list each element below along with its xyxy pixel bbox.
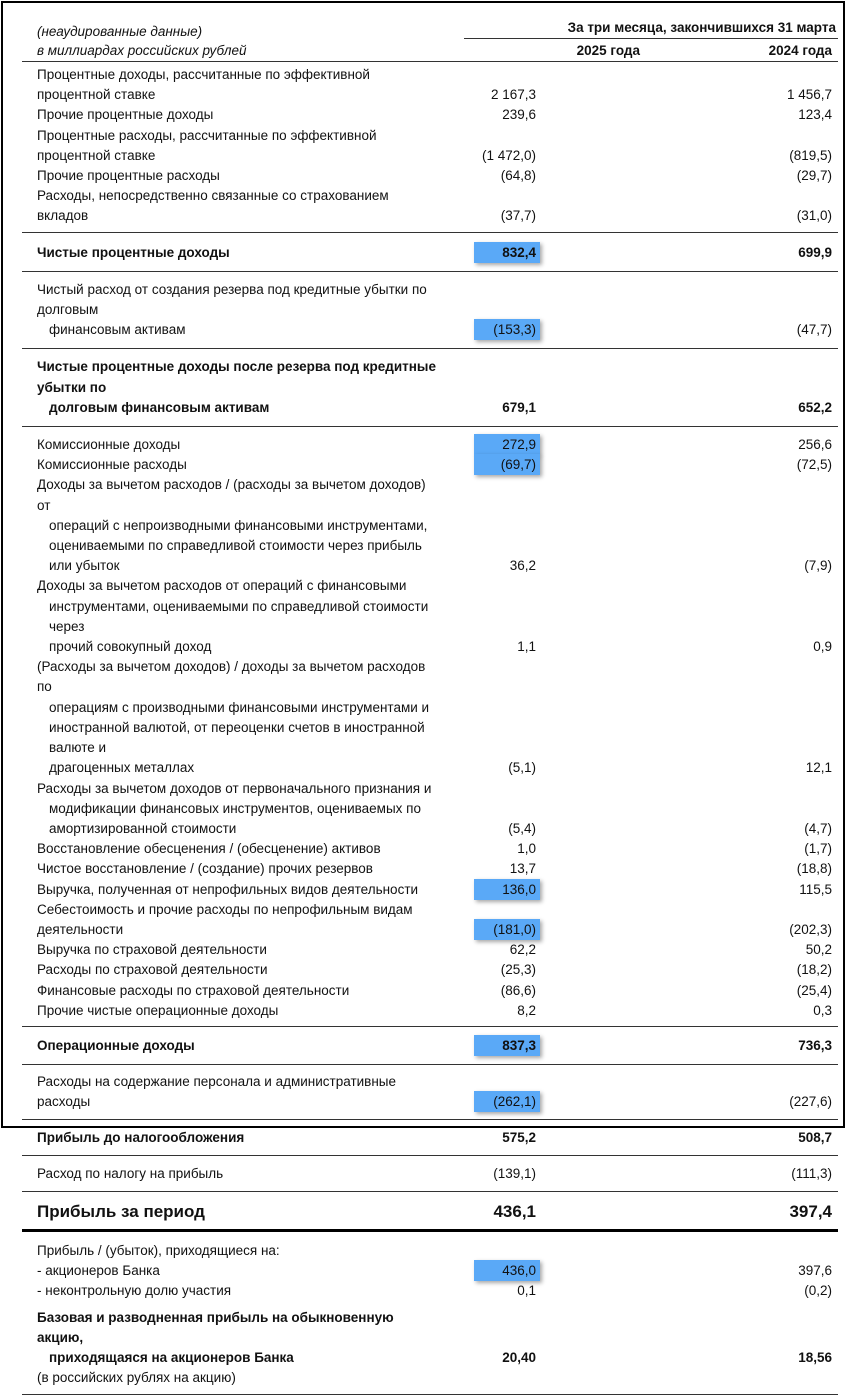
- row-label-line: приходящаяся на акционеров Банка: [49, 1349, 294, 1365]
- value-2024: (111,3): [791, 1165, 832, 1181]
- value-2024: (202,3): [789, 921, 832, 937]
- table-row: [22, 280, 838, 341]
- table-header: [22, 18, 838, 62]
- value-text: 436,0: [502, 1263, 536, 1278]
- value-text: (139,1): [493, 1165, 536, 1181]
- row-label-line: драгоценных металлах: [49, 760, 195, 776]
- value-text: (69,7): [501, 457, 536, 472]
- value-2025: [436, 1261, 732, 1281]
- value-2025: [436, 435, 732, 455]
- table-section: [22, 1120, 838, 1156]
- row-label-line: Процентные расходы, рассчитанные по эффективной процентной ставке: [37, 127, 377, 163]
- table-row: [22, 475, 838, 576]
- row-label: [22, 65, 436, 105]
- table-section: [22, 1232, 838, 1395]
- highlight-marker: [474, 242, 540, 263]
- value-text: 575,2: [502, 1129, 536, 1145]
- highlight-marker: [474, 879, 540, 900]
- table-row: [22, 900, 838, 940]
- row-label-line: - акционеров Банка: [37, 1263, 160, 1279]
- table-row: [22, 657, 838, 778]
- value-text: 436,1: [493, 1201, 536, 1221]
- row-label-line: Чистые процентные доходы после резерва под кредитные убытки по: [37, 359, 436, 395]
- row-label-line: операциям с производными финансовыми инструментами и: [49, 699, 430, 715]
- table-section: [22, 1065, 838, 1119]
- value-2025: [436, 243, 732, 263]
- row-label: [22, 1164, 436, 1184]
- value-2025: [436, 146, 732, 166]
- row-label: [22, 166, 436, 186]
- row-label-line: Расходы по страховой деятельности: [37, 962, 268, 978]
- value-2025: [436, 880, 732, 900]
- value-text: (1 472,0): [481, 147, 536, 163]
- value-2024: 652,2: [798, 399, 832, 415]
- value-2025: [436, 206, 732, 226]
- column-header-2025: 2025 года: [576, 43, 640, 58]
- row-label-line: Чистое восстановление / (создание) прочих резервов: [37, 861, 373, 877]
- value-2025: [436, 859, 732, 879]
- row-label: [22, 105, 436, 125]
- row-label-line: инструментами, оцениваемыми по справедливой стоимости через: [49, 598, 429, 634]
- value-2025: [436, 556, 732, 576]
- value-text: (153,3): [493, 322, 536, 337]
- highlight-marker: [474, 1091, 540, 1112]
- row-label-line: Базовая и разводненная прибыль на обыкновенную акцию,: [37, 1309, 394, 1345]
- value-2024: 50,2: [805, 942, 832, 958]
- row-label: [22, 280, 436, 341]
- value-2024: (819,5): [789, 147, 832, 163]
- highlight-marker: [474, 319, 540, 340]
- value-2025: [436, 1201, 732, 1223]
- value-2025: [436, 85, 732, 105]
- value-text: 1,1: [517, 639, 536, 655]
- value-text: 36,2: [509, 558, 536, 574]
- table-row: [22, 1308, 838, 1369]
- table-row: [22, 1241, 838, 1261]
- highlight-marker: [474, 434, 540, 455]
- value-2024: 256,6: [798, 437, 832, 453]
- table-row: [22, 1201, 838, 1223]
- value-text: (181,0): [493, 922, 536, 937]
- row-label: [22, 657, 436, 778]
- table-row: [22, 1261, 838, 1281]
- value-2024: 115,5: [799, 881, 832, 897]
- value-2024: 0,3: [813, 1002, 832, 1018]
- value-2025: [436, 1036, 732, 1056]
- value-2024: (1,7): [804, 841, 832, 857]
- row-label: [22, 1001, 436, 1021]
- row-label-line: Расходы на содержание персонала и административные расходы: [37, 1074, 397, 1110]
- row-label-line: Операционные доходы: [37, 1037, 195, 1053]
- value-text: 2 167,3: [490, 87, 536, 103]
- value-text: 837,3: [502, 1038, 536, 1053]
- value-2024: 12,1: [805, 760, 832, 776]
- highlight-marker: [474, 1260, 540, 1281]
- value-text: (37,7): [500, 208, 536, 224]
- table-row: [22, 435, 838, 455]
- row-label: [22, 779, 436, 840]
- table-row: [22, 1128, 838, 1148]
- value-2025: [436, 920, 732, 940]
- table-row: [22, 1368, 838, 1388]
- value-2025: [436, 320, 732, 340]
- row-label-line: Прибыль до налогообложения: [37, 1129, 245, 1145]
- table-section: [22, 233, 838, 272]
- row-label: [22, 1072, 436, 1112]
- value-text: 0,1: [517, 1283, 536, 1299]
- income-statement-table: [22, 62, 838, 1395]
- row-label-line: Финансовые расходы по страховой деятельности: [37, 982, 350, 998]
- table-row: [22, 1281, 838, 1301]
- value-2025: [436, 455, 732, 475]
- unaudited-note: (неаудированные данные): [37, 24, 203, 39]
- highlight-marker: [474, 454, 540, 475]
- row-label-line: прочий совокупный доход: [49, 639, 212, 655]
- value-2024: (25,4): [796, 982, 832, 998]
- value-text: 679,1: [502, 399, 536, 415]
- row-label: [22, 1128, 436, 1148]
- value-text: (5,1): [508, 760, 536, 776]
- row-label-line: модификации финансовых инструментов, оцениваемых по: [49, 800, 421, 816]
- row-label: [22, 1201, 436, 1223]
- row-label-line: - неконтрольную долю участия: [37, 1283, 232, 1299]
- table-row: [22, 1072, 838, 1112]
- row-label-line: Расходы, непосредственно связанные со страхованием вкладов: [37, 188, 389, 224]
- row-label-line: Процентные доходы, рассчитанные по эффективной процентной ставке: [37, 67, 370, 103]
- value-text: 62,2: [509, 942, 536, 958]
- row-label-line: Выручка по страховой деятельности: [37, 942, 267, 958]
- row-label: [22, 357, 436, 418]
- row-label-line: Расходы за вычетом доходов от первоначального признания и: [37, 780, 432, 796]
- value-2024: 397,6: [798, 1263, 832, 1279]
- value-text: 1,0: [517, 841, 536, 857]
- row-label-line: финансовым активам: [49, 322, 186, 338]
- row-label-line: Прочие чистые операционные доходы: [37, 1002, 279, 1018]
- row-label-line: Прибыль / (убыток), приходящиеся на:: [37, 1242, 280, 1258]
- value-2025: [436, 637, 732, 657]
- row-label-line: Восстановление обесценения / (обесценение) активов: [37, 841, 381, 857]
- value-text: (262,1): [493, 1094, 536, 1109]
- value-2024: (0,2): [804, 1283, 832, 1299]
- row-label: [22, 981, 436, 1001]
- row-label: [22, 839, 436, 859]
- row-label-line: Себестоимость и прочие расходы по непрофильным видам деятельности: [37, 901, 413, 937]
- row-label: [22, 126, 436, 166]
- table-row: [22, 186, 838, 226]
- row-label: [22, 1261, 436, 1281]
- value-2024: 699,9: [798, 244, 832, 260]
- row-label-line: амортизированной стоимости: [49, 820, 237, 836]
- row-label-line: Чистый расход от создания резерва под кредитные убытки по долговым: [37, 281, 427, 318]
- table-section: [22, 1192, 838, 1232]
- value-2025: [436, 819, 732, 839]
- value-text: (64,8): [500, 168, 536, 184]
- value-2024: 123,4: [798, 107, 832, 123]
- row-label-line: Прочие процентные расходы: [37, 168, 220, 184]
- table-section: [22, 1156, 838, 1192]
- table-row: [22, 839, 838, 859]
- value-text: (25,3): [500, 962, 536, 978]
- row-label-line: иностранной валютой, от переоценки счетов в иностранной валюте и: [49, 719, 425, 756]
- table-section: [22, 427, 838, 1027]
- row-label-line: операций с непроизводными финансовыми инструментами,: [49, 517, 428, 533]
- row-label: [22, 940, 436, 960]
- table-section: [22, 1027, 838, 1065]
- value-2024: (4,7): [804, 820, 832, 836]
- value-2024: 508,7: [798, 1129, 832, 1145]
- value-2024: 1 456,7: [786, 87, 832, 103]
- table-row: [22, 243, 838, 263]
- value-2024: 0,9: [813, 639, 832, 655]
- highlight-marker: [474, 1035, 540, 1056]
- row-label: [22, 900, 436, 940]
- row-label-line: Расход по налогу на прибыль: [37, 1165, 224, 1181]
- table-row: [22, 981, 838, 1001]
- table-row: [22, 1036, 838, 1056]
- row-label-line: оцениваемыми по справедливой стоимости через прибыль или убыток: [49, 538, 422, 574]
- row-label: [22, 455, 436, 475]
- table-section: [22, 349, 838, 427]
- value-2025: [436, 1164, 732, 1184]
- value-2024: 736,3: [798, 1037, 832, 1053]
- value-2025: [436, 758, 732, 778]
- row-label: [22, 960, 436, 980]
- row-label: [22, 576, 436, 657]
- value-2024: (29,7): [796, 168, 832, 184]
- row-label: [22, 1281, 436, 1301]
- table-section: [22, 62, 838, 233]
- value-text: 13,7: [509, 861, 536, 877]
- row-label-line: Комиссионные расходы: [37, 457, 187, 473]
- value-2025: [436, 1281, 732, 1301]
- value-2024: (47,7): [796, 322, 832, 338]
- value-2024: (31,0): [796, 208, 832, 224]
- row-label: [22, 1368, 436, 1388]
- value-2024: (7,9): [804, 558, 832, 574]
- table-row: [22, 1164, 838, 1184]
- table-row: [22, 859, 838, 879]
- table-row: [22, 576, 838, 657]
- value-2025: [436, 940, 732, 960]
- row-label-line: Комиссионные доходы: [37, 437, 181, 453]
- row-label: [22, 1308, 436, 1369]
- period-header: За три месяца, закончившихся 31 марта: [464, 18, 838, 39]
- table-row: [22, 105, 838, 125]
- value-2025: [436, 166, 732, 186]
- table-row: [22, 357, 838, 418]
- units-note: в миллиардах российских рублей: [37, 43, 247, 58]
- row-label-line: долговым финансовым активам: [49, 399, 270, 415]
- value-2025: [436, 1348, 732, 1368]
- row-label-line: Выручка, полученная от непрофильных видов деятельности: [37, 881, 419, 897]
- value-2025: [436, 839, 732, 859]
- value-2024: (18,8): [796, 861, 832, 877]
- highlight-marker: [474, 919, 540, 940]
- row-label-line: Чистые процентные доходы: [37, 244, 230, 260]
- value-2025: [436, 1092, 732, 1112]
- value-text: 8,2: [517, 1002, 536, 1018]
- row-label: [22, 435, 436, 455]
- row-label: [22, 1036, 436, 1056]
- row-label: [22, 859, 436, 879]
- value-2024: 18,56: [798, 1349, 832, 1365]
- value-text: (5,4): [508, 820, 536, 836]
- value-text: 20,40: [502, 1349, 536, 1365]
- value-2024: (72,5): [796, 457, 832, 473]
- table-row: [22, 455, 838, 475]
- row-label: [22, 186, 436, 226]
- row-label-line: Доходы за вычетом расходов от операций с финансовыми: [37, 578, 407, 594]
- value-2024: (18,2): [796, 962, 832, 978]
- column-header-2024: 2024 года: [768, 43, 832, 58]
- value-text: 272,9: [502, 437, 536, 452]
- row-label-line: (в российских рублях на акцию): [37, 1370, 236, 1386]
- table-row: [22, 960, 838, 980]
- value-2025: [436, 1001, 732, 1021]
- table-row: [22, 880, 838, 900]
- table-row: [22, 126, 838, 166]
- value-2025: [436, 105, 732, 125]
- table-section: [22, 272, 838, 350]
- row-label: [22, 880, 436, 900]
- row-label-line: Прочие процентные доходы: [37, 107, 214, 123]
- table-row: [22, 65, 838, 105]
- row-label: [22, 243, 436, 263]
- row-label: [22, 1241, 436, 1261]
- row-label-line: Прибыль за период: [37, 1201, 205, 1221]
- table-row: [22, 779, 838, 840]
- table-row: [22, 1001, 838, 1021]
- value-text: 832,4: [502, 245, 536, 260]
- table-row: [22, 166, 838, 186]
- value-2025: [436, 1128, 732, 1148]
- value-2025: [436, 398, 732, 418]
- row-label-line: Доходы за вычетом расходов / (расходы за вычетом доходов) от: [37, 477, 426, 513]
- row-label-line: (Расходы за вычетом доходов) / доходы за вычетом расходов по: [37, 659, 426, 695]
- table-row: [22, 940, 838, 960]
- value-text: 136,0: [502, 882, 536, 897]
- value-2025: [436, 960, 732, 980]
- value-2025: [436, 981, 732, 1001]
- value-2024: (227,6): [789, 1094, 832, 1110]
- value-text: (86,6): [500, 982, 536, 998]
- value-2024: 397,4: [789, 1201, 832, 1221]
- value-text: 239,6: [502, 107, 536, 123]
- row-label: [22, 475, 436, 576]
